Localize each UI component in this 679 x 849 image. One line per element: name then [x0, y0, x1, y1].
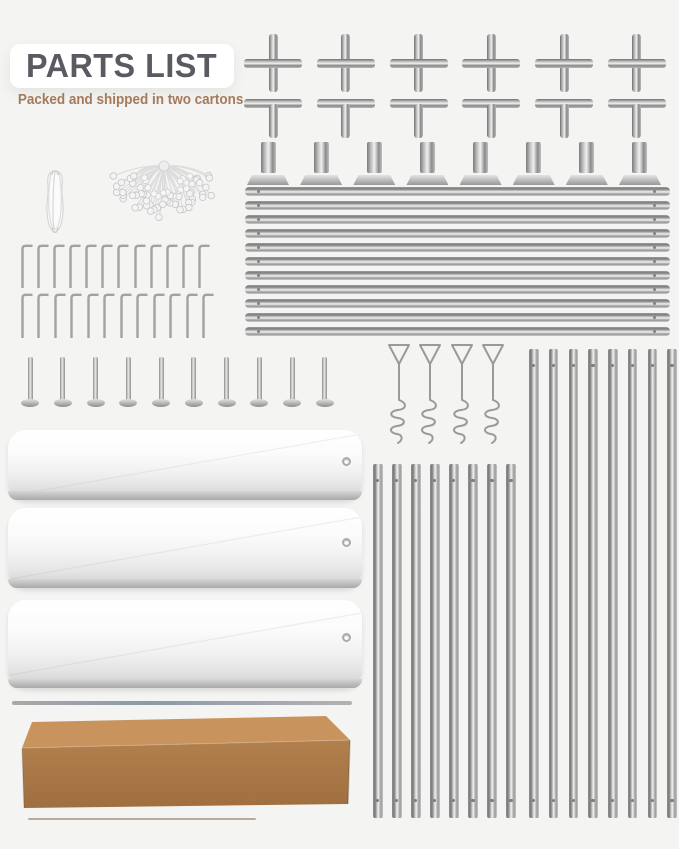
- cross-horizontal-arm: [244, 59, 302, 68]
- foot-pad-icon: [565, 142, 609, 188]
- cross-horizontal-arm: [317, 59, 375, 68]
- screw-shaft: [290, 357, 295, 400]
- vertical-pole: [373, 464, 383, 818]
- thin-rod: [12, 701, 352, 705]
- cross-connector-icon: [606, 32, 668, 94]
- long-pole: [245, 187, 670, 196]
- foot-pad-base: [247, 175, 289, 185]
- foot-pad-tube: [579, 142, 594, 173]
- vertical-pole: [529, 349, 539, 818]
- ground-pin-icon: [84, 243, 97, 288]
- ground-pin-icon: [69, 292, 82, 338]
- foot-pad-base: [460, 175, 502, 185]
- screw-icon: [249, 357, 269, 410]
- ground-pin-icon: [20, 243, 33, 288]
- screw-shaft: [28, 357, 33, 400]
- spiral-stake-icon: [386, 342, 412, 447]
- ground-pin-icon: [102, 292, 115, 338]
- foot-pad-tube: [261, 142, 276, 173]
- foot-pad-tube: [526, 142, 541, 173]
- long-pole: [245, 201, 670, 210]
- screw-head: [316, 399, 334, 407]
- tee-connector-icon: [388, 99, 450, 139]
- foot-pad-base: [353, 175, 395, 185]
- tee-stem: [341, 104, 350, 138]
- grommet-icon: [342, 633, 351, 642]
- foot-pad-icon: [405, 142, 449, 188]
- page-title: PARTS LIST: [26, 47, 218, 84]
- cross-connector-icon: [460, 32, 522, 94]
- cross-horizontal-arm: [608, 59, 666, 68]
- tee-connector-icon: [533, 99, 595, 139]
- long-pole: [245, 215, 670, 224]
- screw-shaft: [159, 357, 164, 400]
- screw-icon: [184, 357, 204, 410]
- long-pole: [245, 285, 670, 294]
- screw-head: [185, 399, 203, 407]
- spiral-stakes-row: [386, 342, 506, 447]
- spiral-stake-icon: [417, 342, 443, 447]
- foot-pad-tube: [632, 142, 647, 173]
- cross-connector-icon: [388, 32, 450, 94]
- screw-head: [21, 399, 39, 407]
- ground-pin-icon: [119, 292, 132, 338]
- foot-pad-tube: [473, 142, 488, 173]
- long-pole: [245, 327, 670, 336]
- long-pole: [245, 313, 670, 322]
- grommet-icon: [342, 538, 351, 547]
- screw-icon: [53, 357, 73, 410]
- long-pole: [245, 229, 670, 238]
- screws-row: [20, 357, 335, 410]
- vertical-pole: [628, 349, 638, 818]
- ball-bungees-icon: [106, 152, 222, 244]
- foot-pad-tube: [367, 142, 382, 173]
- horizontal-pole-stack: [245, 187, 670, 341]
- cross-connector-icon: [315, 32, 377, 94]
- screw-shaft: [126, 357, 131, 400]
- tee-stem: [414, 104, 423, 138]
- foot-pad-base: [566, 175, 608, 185]
- ground-pins-row-1: [20, 243, 210, 288]
- tee-connector-icon: [606, 99, 668, 139]
- tee-stem: [269, 104, 278, 138]
- cross-connector-icon: [242, 32, 304, 94]
- screw-icon: [86, 357, 106, 410]
- ground-pin-icon: [133, 243, 146, 288]
- foot-pad-base: [300, 175, 342, 185]
- vertical-pole: [648, 349, 658, 818]
- foot-pad-icon: [352, 142, 396, 188]
- screw-head: [119, 399, 137, 407]
- tee-stem: [487, 104, 496, 138]
- screw-shaft: [60, 357, 65, 400]
- screw-icon: [282, 357, 302, 410]
- ground-pin-icon: [185, 292, 198, 338]
- tee-stem: [632, 104, 641, 138]
- tee-connectors-row: [242, 99, 668, 139]
- vertical-pole: [588, 349, 598, 818]
- foot-pad-icon: [299, 142, 343, 188]
- rope-icon: [40, 166, 70, 240]
- vertical-pole: [430, 464, 440, 818]
- vertical-pole: [487, 464, 497, 818]
- long-pole: [245, 257, 670, 266]
- right-pole-bundle: [529, 349, 677, 818]
- ground-pin-icon: [197, 243, 210, 288]
- ground-pin-icon: [68, 243, 81, 288]
- tarp-roll-1: [8, 430, 362, 500]
- cross-horizontal-arm: [535, 59, 593, 68]
- ground-pin-icon: [152, 292, 165, 338]
- screw-head: [54, 399, 72, 407]
- tee-stem: [560, 104, 569, 138]
- spiral-stake-icon: [449, 342, 475, 447]
- cross-horizontal-arm: [462, 59, 520, 68]
- tee-connector-icon: [242, 99, 304, 139]
- tarp-roll-2: [8, 508, 362, 588]
- foot-pad-icon: [459, 142, 503, 188]
- tarp-roll-3: [8, 600, 362, 688]
- vertical-pole: [506, 464, 516, 818]
- ground-pin-icon: [168, 292, 181, 338]
- long-pole: [245, 243, 670, 252]
- tee-connector-icon: [315, 99, 377, 139]
- screw-icon: [315, 357, 335, 410]
- ground-pin-icon: [20, 292, 33, 338]
- screw-shaft: [191, 357, 196, 400]
- foot-pad-icon: [246, 142, 290, 188]
- middle-pole-bundle: [373, 464, 516, 818]
- screw-head: [218, 399, 236, 407]
- ground-pin-icon: [165, 243, 178, 288]
- long-pole: [245, 299, 670, 308]
- screw-head: [87, 399, 105, 407]
- ground-pin-icon: [36, 243, 49, 288]
- screw-icon: [151, 357, 171, 410]
- ground-pin-icon: [53, 292, 66, 338]
- foot-pad-tube: [314, 142, 329, 173]
- vertical-pole: [549, 349, 559, 818]
- vertical-pole: [608, 349, 618, 818]
- carton-box-icon: [18, 712, 354, 814]
- screw-icon: [20, 357, 40, 410]
- cross-connectors-row: [242, 32, 668, 94]
- ground-pin-icon: [135, 292, 148, 338]
- screw-head: [152, 399, 170, 407]
- ground-pin-icon: [86, 292, 99, 338]
- foot-pad-tube: [420, 142, 435, 173]
- ground-pin-icon: [36, 292, 49, 338]
- screw-icon: [217, 357, 237, 410]
- screw-shaft: [257, 357, 262, 400]
- tee-connector-icon: [460, 99, 522, 139]
- vertical-pole: [411, 464, 421, 818]
- ground-pin-icon: [201, 292, 214, 338]
- foot-pad-icon: [512, 142, 556, 188]
- foot-pad-base: [619, 175, 661, 185]
- long-pole: [245, 271, 670, 280]
- screw-icon: [118, 357, 138, 410]
- screw-head: [250, 399, 268, 407]
- ground-pin-icon: [52, 243, 65, 288]
- screw-head: [283, 399, 301, 407]
- title-card: [10, 44, 234, 88]
- screw-shaft: [224, 357, 229, 400]
- vertical-pole: [468, 464, 478, 818]
- grommet-icon: [342, 457, 351, 466]
- foot-pad-base: [406, 175, 448, 185]
- ground-pin-icon: [116, 243, 129, 288]
- cross-horizontal-arm: [390, 59, 448, 68]
- foot-pad-icon: [618, 142, 662, 188]
- screw-shaft: [322, 357, 327, 400]
- thin-cord: [28, 818, 256, 820]
- vertical-pole: [449, 464, 459, 818]
- ground-pins-row-2: [20, 292, 214, 338]
- cross-connector-icon: [533, 32, 595, 94]
- page-subtitle: Packed and shipped in two cartons: [17, 92, 244, 108]
- spiral-stake-icon: [480, 342, 506, 447]
- ground-pin-icon: [100, 243, 113, 288]
- vertical-pole: [667, 349, 677, 818]
- foot-pads-row: [246, 142, 662, 188]
- ground-pin-icon: [181, 243, 194, 288]
- foot-pad-base: [513, 175, 555, 185]
- screw-shaft: [93, 357, 98, 400]
- ground-pin-icon: [149, 243, 162, 288]
- vertical-pole: [569, 349, 579, 818]
- vertical-pole: [392, 464, 402, 818]
